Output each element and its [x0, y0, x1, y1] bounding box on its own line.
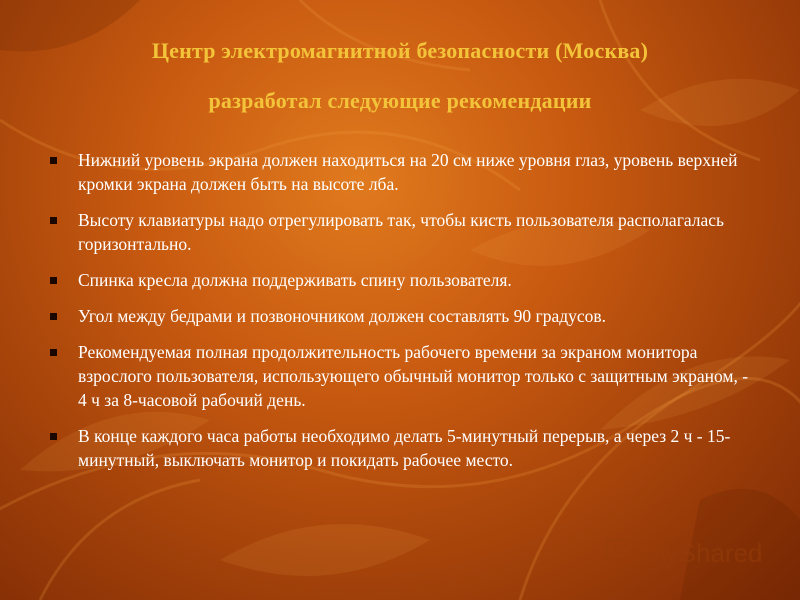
- bullet-icon: [50, 433, 57, 440]
- list-item-text: Нижний уровень экрана должен находиться на 20 см ниже уровня глаз, уровень верхней кромки экрана должен быть на высоте лба.: [78, 150, 738, 194]
- list-item-text: Рекомендуемая полная продолжительность рабочего времени за экраном монитора взрослого пользователя, использующего обычный монитор только с защитным экраном, - 4 ч за 8-часовой рабочий день.: [78, 342, 749, 410]
- list-item: [46, 268, 756, 292]
- bullet-icon: [50, 217, 57, 224]
- list-item-text: Спинка кресла должна поддерживать спину пользователя.: [78, 270, 512, 290]
- watermark-text: MyShared: [644, 537, 763, 568]
- slide-title-line2: разработал следующие рекомендации: [208, 88, 592, 113]
- list-item-text: Угол между бедрами и позвоночником должен составлять 90 градусов.: [78, 306, 607, 326]
- bullet-icon: [50, 277, 57, 284]
- list-item-text: В конце каждого часа работы необходимо делать 5-минутный перерыв, а через 2 ч - 15-минутный, выключать монитор и покидать рабочее место.: [78, 426, 731, 470]
- bullet-icon: [50, 313, 57, 320]
- list-item: [46, 208, 756, 256]
- bullet-icon: [50, 157, 57, 164]
- list-item: [46, 148, 756, 196]
- list-item: [46, 424, 756, 472]
- list-item: [46, 340, 756, 412]
- list-item-text: Высоту клавиатуры надо отрегулировать так, чтобы кисть пользователя располагалась горизонтально.: [78, 210, 725, 254]
- recommendations-list: [46, 148, 756, 484]
- slide-title-line1: Центр электромагнитной безопасности (Москва): [151, 38, 649, 63]
- list-item: [46, 304, 756, 328]
- watermark: [604, 536, 763, 570]
- bullet-icon: [50, 349, 57, 356]
- presentation-board-icon: [604, 536, 638, 570]
